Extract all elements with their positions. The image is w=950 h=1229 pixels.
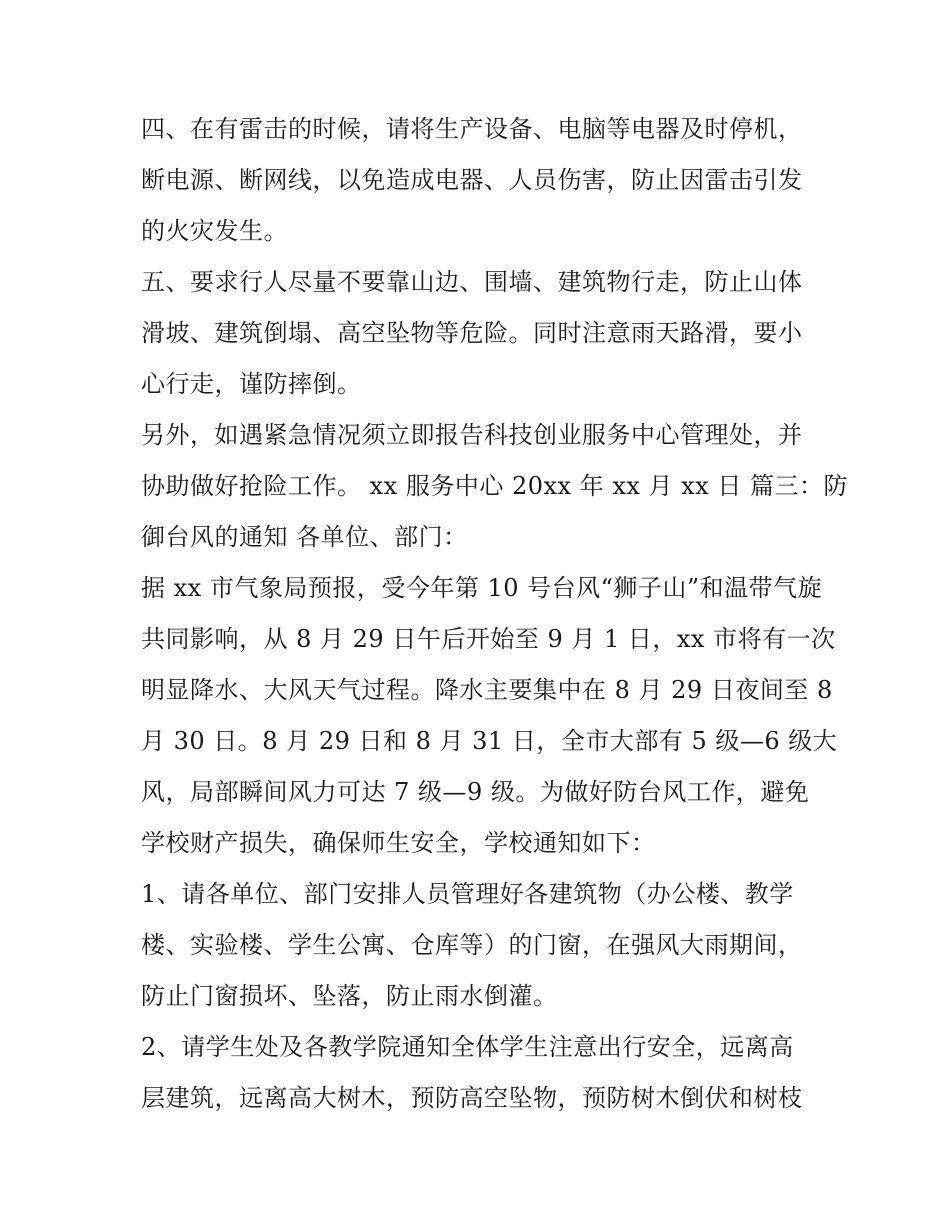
text-line: 明显降水、大风天气过程。降水主要集中在 8 月 29 日夜间至 8	[141, 676, 833, 704]
text-line: 风，局部瞬间风力可达 7 级—9 级。为做好防台风工作，避免	[141, 778, 810, 806]
text-line: 断电源、断网线，以免造成电器、人员伤害，防止因雷击引发	[141, 166, 803, 194]
text-line: 另外，如遇紧急情况须立即报告科技创业服务中心管理处，并	[141, 421, 803, 449]
text-line: 层建筑，远离高大树木，预防高空坠物，预防树木倒伏和树枝	[141, 1084, 803, 1112]
text-line: 四、在有雷击的时候，请将生产设备、电脑等电器及时停机，	[141, 115, 803, 143]
text-line: 学校财产损失，确保师生安全，学校通知如下：	[141, 829, 656, 857]
text-line: 月 30 日。8 月 29 日和 8 月 31 日，全市大部有 5 级—6 级大	[141, 727, 838, 755]
text-line: 1、请各单位、部门安排人员管理好各建筑物（办公楼、教学	[141, 880, 794, 908]
text-line: 的火灾发生。	[141, 217, 288, 245]
text-line: 心行走，谨防摔倒。	[141, 370, 362, 398]
text-line: 协助做好抢险工作。 xx 服务中心 20xx 年 xx 月 xx 日 篇三：防	[141, 472, 848, 500]
text-line: 据 xx 市气象局预报，受今年第 10 号台风“狮子山”和温带气旋	[141, 574, 823, 602]
text-line: 楼、实验楼、学生公寓、仓库等）的门窗，在强风大雨期间，	[141, 931, 803, 959]
text-line: 共同影响，从 8 月 29 日午后开始至 9 月 1 日，xx 市将有一次	[141, 625, 836, 653]
text-line: 滑坡、建筑倒塌、高空坠物等危险。同时注意雨天路滑，要小	[141, 319, 803, 347]
document-body	[141, 104, 848, 1124]
text-line: 防止门窗损坏、坠落，防止雨水倒灌。	[141, 982, 558, 1010]
text-line: 御台风的通知 各单位、部门：	[141, 523, 468, 551]
text-line: 2、请学生处及各教学院通知全体学生注意出行安全，远离高	[141, 1033, 794, 1061]
text-line: 五、要求行人尽量不要靠山边、围墙、建筑物行走，防止山体	[141, 268, 803, 296]
